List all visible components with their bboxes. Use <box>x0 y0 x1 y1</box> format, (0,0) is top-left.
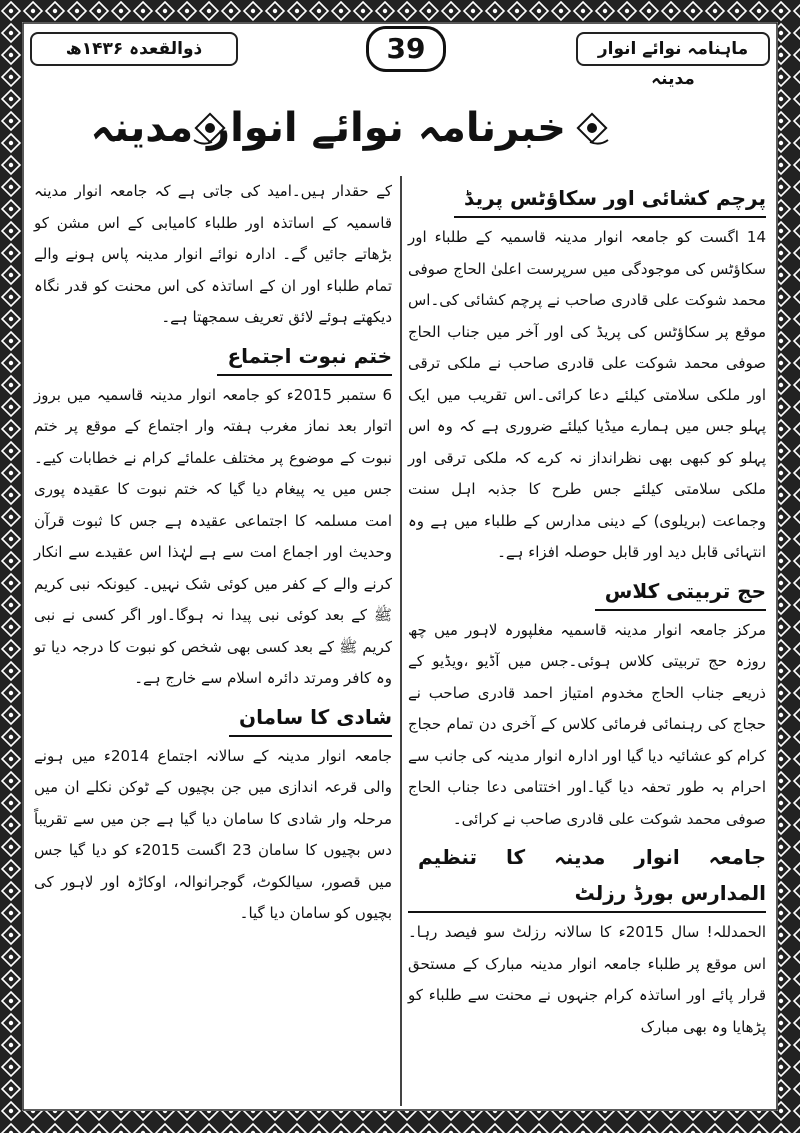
article-wedding-supplies: جامعہ انوار مدینہ کے سالانہ اجتماع 2014ء میں ہونے والی قرعہ اندازی میں جن بچیوں کے ٹوکن نکلے ان میں مرحلہ وار شادی کا سامان دیا گیا ہے جن میں سے تقریباً دس بچیوں کا سامان 23 اگست 2015ء کو دیا گیا جس میں قصور، سیالکوٹ، گوجرانوالہ، اوکاڑہ اور لاہور کی بچیوں کو سامان دیا گیا۔ <box>34 746 392 922</box>
article-board-result: الحمدللہ! سال 2015ء کا سالانہ رزلٹ سو فیصد رہا۔اس موقع پر طلباء جامعہ انوار مدینہ مبارک کے مستحق قرار پائے اور اساتذہ کرام جنہوں نے محنت سے طلباء کو پڑھایا وہ بھی مبارک <box>408 923 766 1036</box>
heading-khatm-e-nabuwwat: ختم نبوت اجتماع <box>217 338 392 376</box>
section-title-banner <box>90 94 616 166</box>
left-column <box>34 176 392 930</box>
heading-board-result: جامعہ انوار مدینہ کا تنظیم المدارس بورڈ رزلٹ <box>408 839 766 913</box>
page-number: 39 <box>366 26 446 72</box>
article-flag-hoisting: 14 اگست کو جامعہ انوار مدینہ قاسمیہ کے طلباء اور سکاؤٹس کی موجودگی میں سرپرست اعلیٰ الحاج صوفی محمد شوکت علی قادری صاحب نے پرچم کشائی کی۔اس موقع پر سکاؤٹس کی پریڈ کی اور آخر میں جناب الحاج صوفی محمد شوکت علی قادری صاحب نے ملکی ترقی اور ملکی سلامتی کیلئے دعا کرائی۔اس تقریب میں ایک پہلو جس میں ہمارے میڈیا کیلئے ضروری ہے کہ وہ اس پہلو کو کبھی بھی نظرانداز نہ کرے کہ ملکی ترقی اور ملکی سلامتی کیلئے جس طرح کا جذبہ اہل سنت وجماعت (بریلوی) کے دینی مدارس کے طلباء میں ہے وہ انتہائی قابل دید اور قابل حوصلہ افزاء ہے۔ <box>408 228 766 561</box>
article-result-continued: کے حقدار ہیں۔امید کی جاتی ہے کہ جامعہ انوار مدینہ قاسمیہ کے اساتذہ اور طلباء کامیابی کے اس مشن کو بڑھاتے جائیں گے۔ ادارہ نوائے انوار مدینہ پاس ہونے والے تمام طلباء اور ان کے اساتذہ کی اس محنت کو قدر نگاہ دیکھتے ہوئے لائق تعریف سمجھتا ہے۔ <box>34 182 392 326</box>
issue-date: ذوالقعدہ ۱۴۳۶ھ <box>30 32 238 66</box>
heading-wedding-supplies: شادی کا سامان <box>229 699 392 737</box>
page-header <box>26 26 774 89</box>
heading-flag-hoisting: پرچم کشائی اور سکاؤٹس پریڈ <box>454 180 766 218</box>
page-content <box>26 26 774 1107</box>
ornament-icon <box>574 110 610 146</box>
article-hajj-class: مرکز جامعہ انوار مدینہ قاسمیہ مغلپورہ لاہور میں چھ روزہ حج تربیتی کلاس ہوئی۔جس میں آڈیو ،ویڈیو کے ذریعے جناب الحاج مخدوم امتیاز احمد قادری صاحب نے حجاج کی رہنمائی فرمائی کلاس کے آخری دن تمام حجاج کرام کو عشائیہ دیا گیا اور ادارہ انوار مدینہ کی جانب سے احرام بہ طور تحفہ دیا گیا۔اور اختتامی دعا جناب الحاج صوفی محمد شوکت علی قادری صاحب نے کرائی۔ <box>408 620 766 828</box>
right-column <box>408 176 766 1043</box>
heading-hajj-class: حج تربیتی کلاس <box>595 573 766 611</box>
page-title: خبرنامہ نوائے انوار مدینہ <box>90 105 566 151</box>
article-khatm-e-nabuwwat: 6 ستمبر 2015ء کو جامعہ انوار مدینہ قاسمیہ میں بروز اتوار بعد نماز مغرب ہفتہ وار اجتماع کے موقع پر ختم نبوت کے موضوع پر مختلف علمائے کرام نے خطابات کیے۔جس میں یہ پیغام دیا گیا کہ ختم نبوت کا عقیدہ پوری امت مسلمہ کا اجتماعی عقیدہ ہے جس کا ثبوت قرآن وحدیث اور اجماع امت سے ہے لہٰذا اس عقیدے سے انکار کرنے والے کے کفر میں کوئی شک نہیں۔ کیونکہ نبی کریم ﷺ کے بعد کوئی نبی پیدا نہ ہوگا۔اور اگر کسی نے نبی کریم ﷺ کے بعد کسی بھی شخص کو نبوت کا درجہ دیا تو وہ کافر ومرتد دائرہ اسلام سے خارج ہے۔ <box>34 385 392 687</box>
magazine-name: ماہنامہ نوائے انوار مدینہ <box>576 32 770 66</box>
column-divider <box>400 176 402 1106</box>
